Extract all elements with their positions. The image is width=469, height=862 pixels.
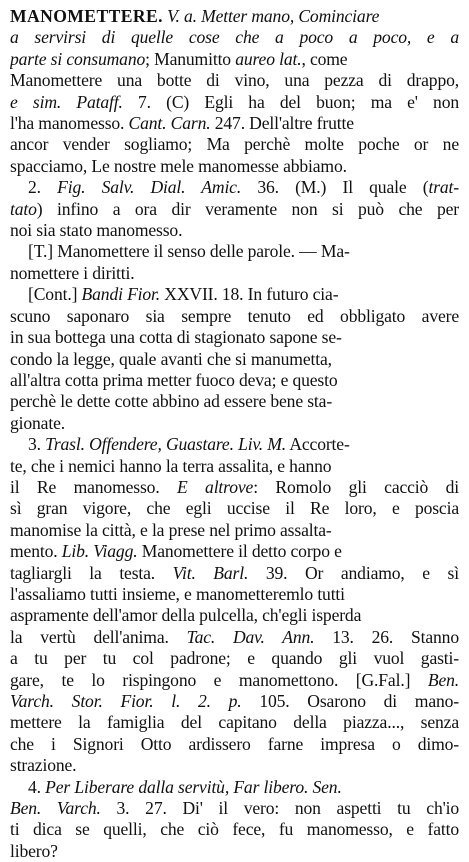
body-text: XXVII. 18. In futuro cia-: [160, 284, 339, 305]
body-text: spacciamo, Le nostre mele manomesse abbiamo.: [10, 155, 347, 176]
text-line: [10, 92, 459, 113]
text-line: [10, 648, 459, 669]
text-line: [10, 627, 459, 648]
text-line: [10, 49, 459, 70]
body-text: 36. (M.) Il quale (: [241, 177, 429, 198]
body-text: ) infino a ora dir veramente non si può che per: [36, 198, 459, 219]
body-text: scuno saponaro sia sempre tenuto ed obbligato avere: [10, 305, 459, 326]
body-text: 13. 26. Stanno: [314, 626, 459, 647]
body-text: a tu per tu col padrone; e quando gli vuol gasti-: [10, 648, 459, 669]
body-text: 3. 27. Di' il vero: non aspetti tu ch'io: [100, 798, 459, 819]
text-line: [10, 113, 459, 134]
text-line: [10, 263, 459, 284]
text-line: [10, 477, 459, 498]
body-text: te, che i nemici hanno la terra assalita, e hanno: [10, 455, 332, 476]
body-text: 7. (C) Egli ha del buon; ma e' non: [122, 91, 459, 112]
body-text: noi sia stato manomesso.: [10, 220, 183, 241]
body-text: la vertù dell'anima.: [10, 626, 187, 647]
text-line: [10, 819, 459, 840]
text-line: [10, 456, 459, 477]
italic-text: Varch. Stor. Fior. l. 2. p.: [10, 691, 242, 711]
body-text: condo la legge, quale avanti che si manumetta,: [10, 348, 332, 369]
body-text: Manomettere una botte di vino, una pezza di drappo,: [10, 70, 459, 91]
body-text: tagliargli la testa.: [10, 562, 173, 583]
text-line: [10, 498, 459, 519]
body-text: mento.: [10, 541, 62, 562]
body-text: [Cont.]: [28, 284, 82, 305]
body-text: aspramente dell'amor della pulcella, ch'egli isperda: [10, 605, 362, 626]
italic-text: Vit. Barl.: [172, 562, 249, 583]
dictionary-entry-manomettere: [10, 6, 459, 862]
body-text: mettere la famiglia del capitano della piazza..., senza: [10, 712, 459, 733]
body-text: manomise la città, e la prese nel primo assalta-: [10, 519, 332, 540]
body-text: gionate.: [10, 412, 65, 433]
text-line: [10, 6, 459, 27]
body-text: perchè le dette cotte abbino ad essere bene sta-: [10, 391, 333, 412]
italic-text: Ben.: [427, 669, 459, 690]
text-line: [10, 70, 459, 91]
text-line: [10, 563, 459, 584]
body-text: 247. Dell'altre frutte: [210, 113, 354, 134]
body-text: Manomettere il detto corpo e: [137, 541, 342, 562]
text-line: [10, 691, 459, 712]
text-line: [10, 349, 459, 370]
text-line: [10, 27, 459, 48]
text-line: [10, 177, 459, 198]
body-text: 4.: [28, 776, 46, 797]
body-text: : Romolo gli cacciò di: [253, 476, 459, 497]
body-text: strazione.: [10, 755, 77, 776]
text-line: [10, 798, 459, 819]
body-text: 39. Or andiamo, e sì: [248, 562, 459, 583]
italic-text: E altrove: [177, 476, 254, 497]
text-line: [10, 605, 459, 626]
text-line: [10, 327, 459, 348]
italic-text: Bandi Fior.: [81, 284, 161, 305]
text-line: [10, 134, 459, 155]
italic-text: Fig. Salv. Dial. Amic.: [57, 177, 242, 198]
body-text: che i Signori Otto ardissero farne impresa o dimo-: [10, 733, 459, 754]
italic-text: trat-: [428, 177, 459, 198]
body-text: l'assaliamo tutti insieme, e manometteremlo tutti: [10, 583, 345, 604]
text-line: [10, 284, 459, 305]
body-text: l'ha manomesso.: [10, 113, 129, 134]
text-line: [10, 306, 459, 327]
text-line: [10, 777, 459, 798]
italic-text: tato: [10, 198, 37, 219]
text-line: [10, 220, 459, 241]
body-text: in sua bottega una cotta di stagionato sapone se-: [10, 327, 342, 348]
body-text: , come: [301, 48, 348, 69]
italic-text: Per Liberare dalla servitù, Far libero. Sen.: [45, 776, 342, 797]
body-text: all'altra cotta prima metter fuoco deva; e questo: [10, 369, 338, 390]
italic-text: a servirsi di quelle cose che a poco a poco, e a: [10, 27, 459, 48]
text-line: [10, 199, 459, 220]
text-line: [10, 584, 459, 605]
italic-text: Trasl. Offendere, Guastare. Liv. M.: [45, 434, 287, 455]
italic-text: Lib. Viagg.: [61, 541, 138, 562]
text-line: [10, 712, 459, 733]
text-line: [10, 156, 459, 177]
italic-text: Tac. Dav. Ann.: [186, 626, 315, 647]
body-text: ancor vender sogliamo; Ma perchè molte poche or ne: [10, 134, 459, 155]
italic-text: Cant. Carn.: [128, 113, 211, 134]
body-text: [T.] Manomettere il senso delle parole. — Ma-: [28, 241, 350, 262]
italic-text: Ben. Varch.: [10, 798, 101, 819]
body-text: nomettere i diritti.: [10, 262, 135, 283]
italic-text: V. a. Metter mano, Cominciare: [167, 6, 380, 26]
headword: MANOMETTERE.: [10, 6, 163, 26]
body-text: 3.: [28, 434, 46, 455]
text-line: [10, 241, 459, 262]
body-text: libero?: [10, 840, 58, 861]
italic-text: e sim. Pataff.: [10, 91, 123, 112]
text-line: [10, 391, 459, 412]
body-text: sì gran vigore, che egli uccise il Re loro, e poscia: [10, 498, 459, 519]
text-line: [10, 734, 459, 755]
body-text: 2.: [28, 177, 58, 198]
text-line: [10, 434, 459, 455]
italic-text: aureo lat.: [235, 48, 302, 69]
body-text: ti dica se quelli, che ciò fece, fu manomesso, e fatto: [10, 819, 459, 840]
text-line: [10, 841, 459, 862]
text-line: [10, 520, 459, 541]
body-text: ; Manumitto: [145, 48, 236, 69]
body-text: gare, te lo rispingono e manomettono. [G.Fal.]: [10, 669, 428, 690]
body-text: il Re manomesso.: [10, 476, 178, 497]
text-line: [10, 755, 459, 776]
italic-text: parte si consumano: [10, 48, 146, 69]
body-text: Accorte-: [286, 434, 350, 455]
text-line: [10, 670, 459, 691]
body-text: 105. Osarono di mano-: [241, 691, 459, 711]
text-line: [10, 541, 459, 562]
text-line: [10, 370, 459, 391]
text-line: [10, 413, 459, 434]
